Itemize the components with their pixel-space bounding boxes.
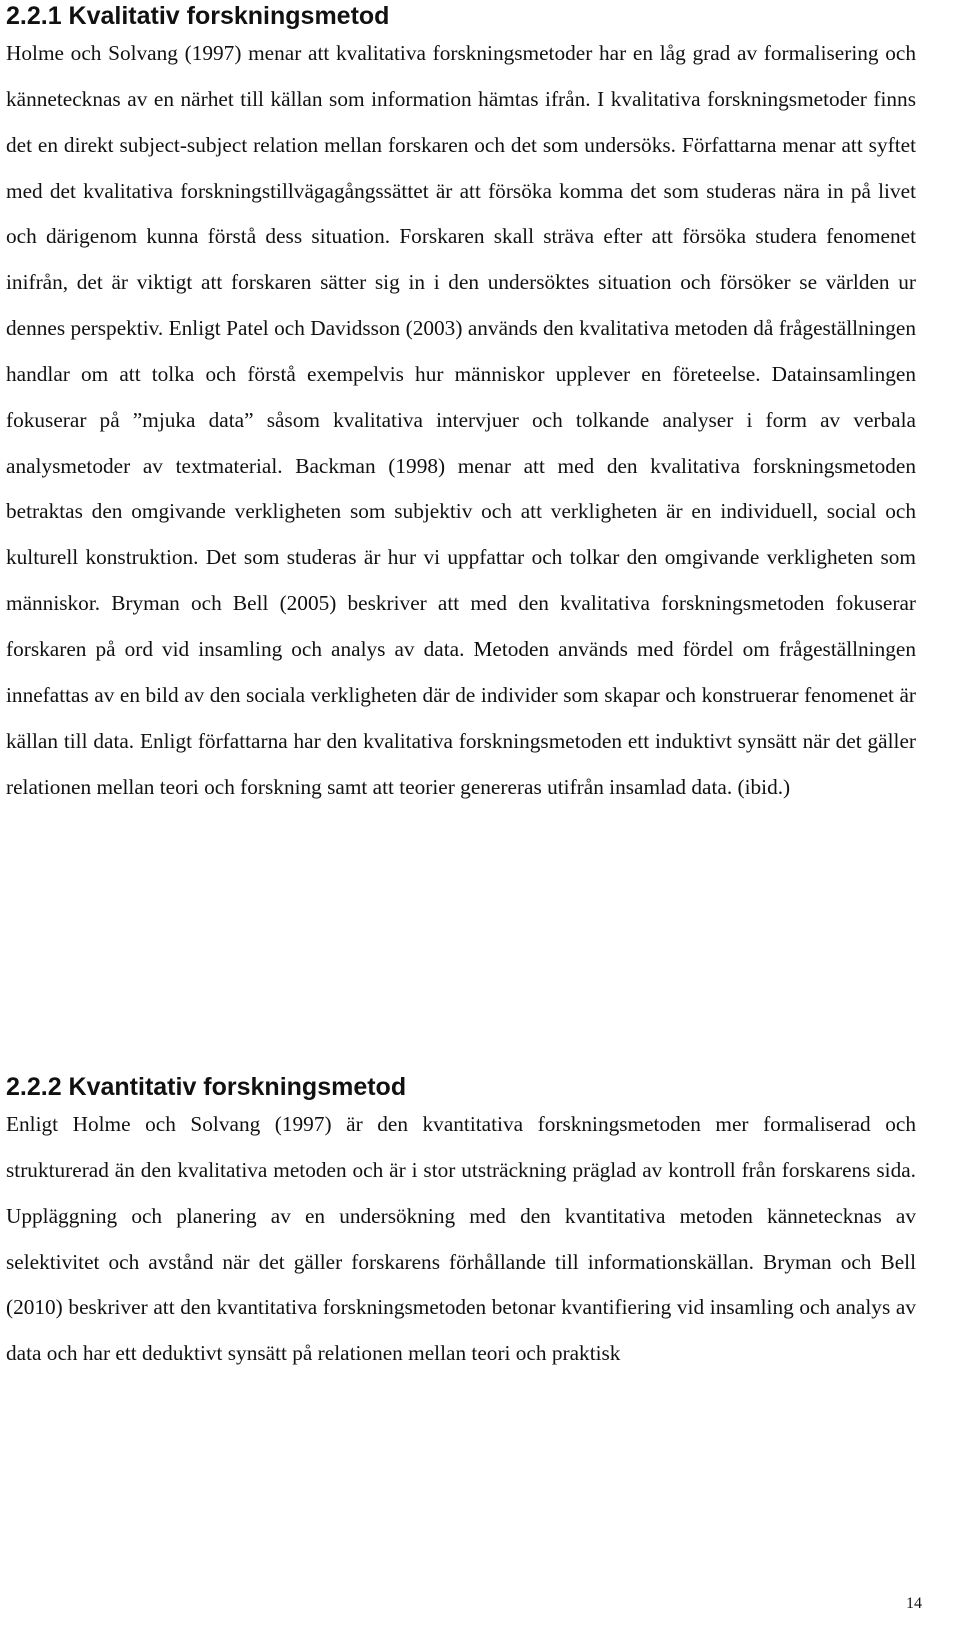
- section-heading-kvantitativ: 2.2.2 Kvantitativ forskningsmetod: [6, 1073, 407, 1101]
- section-body-kvalitativ: Holme och Solvang (1997) menar att kvalitativa forskningsmetoder har en låg grad av formalisering och kännetecknas av en närhet till källan som information hämtas ifrån. I kvalitativa forskningsmetoder finns det en direkt subject-subject relation mellan forskaren och det som undersöks. Författarna menar att syftet med det kvalitativa forskningstillvägagångssättet är att försöka komma det som studeras nära in på livet och därigenom kunna förstå dess situation. Forskaren skall sträva efter att försöka studera fenomenet inifrån, det är viktigt att forskaren sätter sig in i den undersöktes situation och försöker se världen ur dennes perspektiv. Enligt Patel och Davidsson (2003) används den kvalitativa metoden då frågeställningen handlar om att tolka och förstå exempelvis hur människor upplever en företeelse. Datainsamlingen fokuserar på ”mjuka data” såsom kvalitativa intervjuer och tolkande analyser i form av verbala analysmetoder av textmaterial. Backman (1998) menar att med den kvalitativa forskningsmetoden betraktas den omgivande verkligheten som subjektiv och att verkligheten är en individuell, social och kulturell konstruktion. Det som studeras är hur vi uppfattar och tolkar den omgivande verkligheten som människor. Bryman och Bell (2005) beskriver att med den kvalitativa forskningsmetoden fokuserar forskaren på ord vid insamling och analys av data. Metoden används med fördel om frågeställningen innefattas av en bild av den sociala verkligheten där de individer som skapar och konstruerar fenomenet är källan till data. Enligt författarna har den kvalitativa forskningsmetoden ett induktivt synsätt när det gäller relationen mellan teori och forskning samt att teorier genereras utifrån insamlad data. (ibid.): [6, 41, 916, 799]
- page-number: 14: [906, 1595, 922, 1612]
- section-heading-kvalitativ: 2.2.1 Kvalitativ forskningsmetod: [6, 2, 390, 30]
- section-body-kvantitativ: Enligt Holme och Solvang (1997) är den kvantitativa forskningsmetoden mer formaliserad och strukturerad än den kvalitativa metoden och är i stor utsträckning präglad av kontroll från forskarens sida. Uppläggning och planering av en undersökning med den kvantitativa metoden kännetecknas av selektivitet och avstånd när det gäller forskarens förhållande till informationskällan. Bryman och Bell (2010) beskriver att den kvantitativa forskningsmetoden betonar kvantifiering vid insamling och analys av data och har ett deduktivt synsätt på relationen mellan teori och praktisk: [6, 1112, 916, 1366]
